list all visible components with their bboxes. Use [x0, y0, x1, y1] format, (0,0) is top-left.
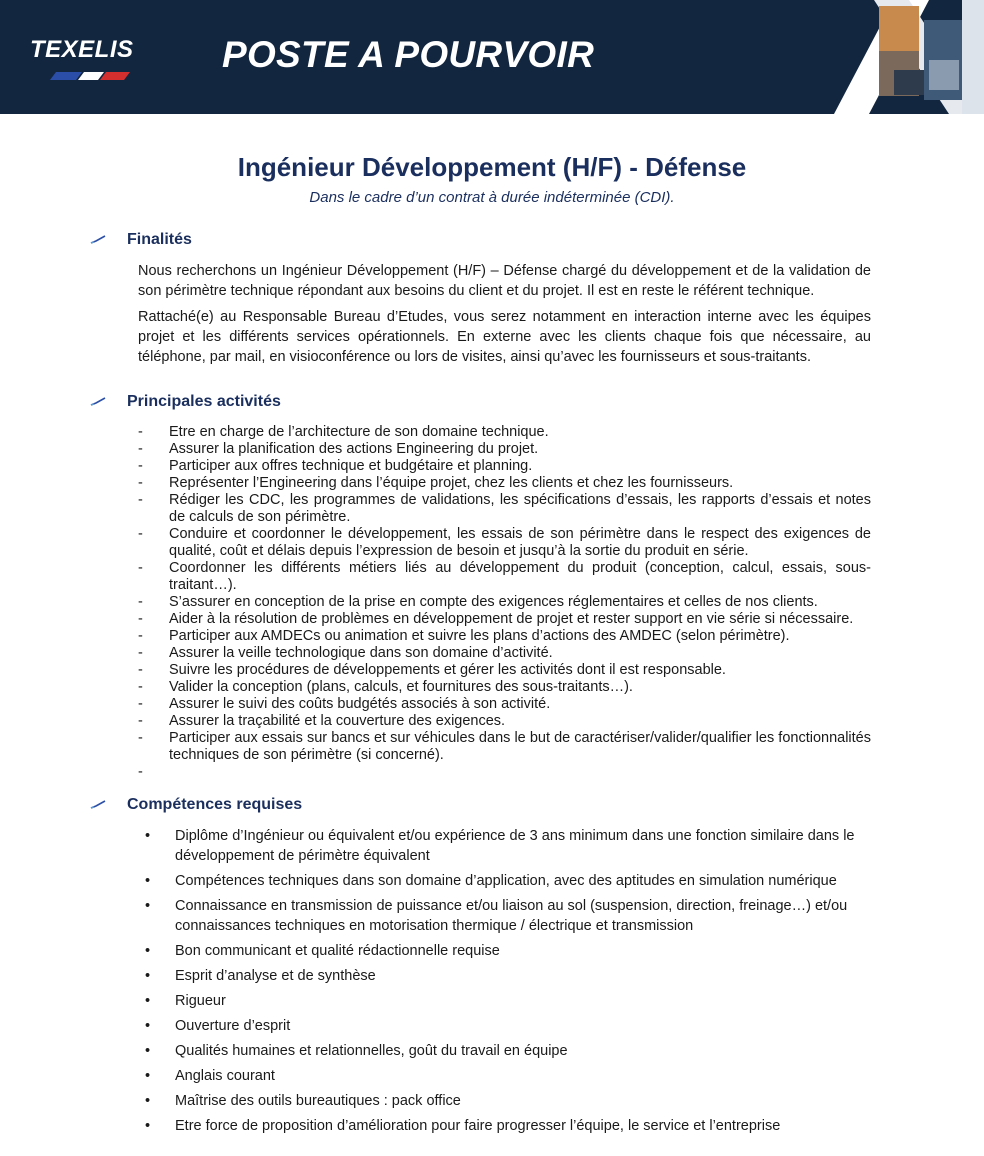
paragraph: Rattaché(e) au Responsable Bureau d’Etudes, vous serez notamment en interaction interne avec les équipes projet et les différents services opérationnels. En externe avec les clients chaque fois que nécessaire, au téléphone, par mail, en visioconférence ou lors de visites, ainsi qu’avec les fournisseurs et sous-traitants.	[138, 309, 871, 365]
job-title: Ingénieur Développement (H/F) - Défense	[237, 152, 747, 182]
check-stroke-icon	[90, 397, 106, 407]
list-item	[145, 1066, 872, 1086]
bullet-marker: •	[145, 993, 151, 1009]
list-item	[138, 679, 871, 696]
list-item	[145, 1091, 872, 1111]
list-item	[138, 424, 871, 441]
list-item	[138, 441, 871, 458]
list-item	[138, 560, 871, 594]
list-item-text: S’assurer en conception de la prise en compte des exigences réglementaires et celles de nos clients.	[169, 594, 818, 610]
list-item-text: Assurer la planification des actions Engineering du projet.	[169, 441, 539, 457]
bullet-marker: •	[145, 898, 151, 914]
finalites-text	[138, 261, 871, 373]
dash-marker: -	[138, 492, 143, 508]
dash-marker: -	[138, 679, 143, 695]
check-stroke-icon	[90, 800, 106, 810]
list-item-text: Etre force de proposition d’amélioration pour faire progresser l’équipe, le service et l’entreprise	[175, 1118, 781, 1134]
list-item-text: Participer aux offres technique et budgétaire et planning.	[169, 458, 533, 474]
bullet-marker: •	[145, 1118, 151, 1134]
list-item-text: Bon communicant et qualité rédactionnelle requise	[175, 943, 500, 959]
dash-marker: -	[138, 713, 143, 729]
dash-marker: -	[138, 560, 143, 576]
list-item	[138, 475, 871, 492]
list-item	[138, 662, 871, 679]
dash-marker: -	[138, 458, 143, 474]
dash-marker: -	[138, 441, 143, 457]
dash-marker: -	[138, 424, 143, 440]
section-heading-competences	[90, 796, 302, 814]
list-item-text: Aider à la résolution de problèmes en développement de projet et rester support en vie série si nécessaire.	[169, 611, 854, 627]
dash-marker: -	[138, 696, 143, 712]
skills-list	[145, 826, 872, 1141]
list-item	[145, 1041, 872, 1061]
dash-marker: -	[138, 764, 143, 780]
bullet-marker: •	[145, 968, 151, 984]
list-item	[138, 458, 871, 475]
paragraph: Nous recherchons un Ingénieur Développement (H/F) – Défense chargé du développement et de la validation de son périmètre technique répondant aux besoins du client et du projet. Il est en reste le référent technique.	[138, 263, 871, 299]
list-item	[145, 1016, 872, 1036]
list-item	[145, 871, 872, 891]
bullet-marker: •	[145, 828, 151, 844]
list-item-text: Qualités humaines et relationnelles, goût du travail en équipe	[175, 1043, 568, 1059]
job-subtitle: Dans le cadre d’un contrat à durée indéterminée (CDI).	[309, 189, 675, 206]
list-item-text: Connaissance en transmission de puissance et/ou liaison au sol (suspension, direction, freinage…) et/ou connaissances techniques en motorisation thermique / électrique et transmission	[175, 898, 848, 934]
list-item-text: Maîtrise des outils bureautiques : pack office	[175, 1093, 461, 1109]
list-item	[138, 526, 871, 560]
list-item-text: Rédiger les CDC, les programmes de validations, les spécifications d’essais, les rapports d’essais et notes de calculs de son périmètre.	[169, 492, 871, 525]
list-item-text: Ouverture d’esprit	[175, 1018, 291, 1034]
section-heading-label: Compétences requises	[127, 796, 303, 813]
activities-list	[138, 424, 871, 780]
bullet-marker: •	[145, 1043, 151, 1059]
page-header	[0, 0, 984, 114]
list-item-text: Coordonner les différents métiers liés au développement du produit (conception, calcul, essais, sous-traitant…).	[169, 560, 871, 593]
x-vehicle-montage-icon	[834, 0, 984, 114]
list-item-text: Diplôme d’Ingénieur ou équivalent et/ou expérience de 3 ans minimum dans une fonction similaire dans le développement de périmètre équivalent	[175, 828, 855, 864]
flag-stripes-icon	[48, 72, 130, 80]
list-item	[145, 941, 872, 961]
list-item-text: Assurer la traçabilité et la couverture des exigences.	[169, 713, 506, 729]
dash-marker: -	[138, 475, 143, 491]
bullet-marker: •	[145, 943, 151, 959]
list-item	[138, 730, 871, 764]
dash-marker: -	[138, 594, 143, 610]
dash-marker: -	[138, 628, 143, 644]
list-item	[145, 826, 872, 866]
list-item	[145, 896, 872, 936]
dash-marker: -	[138, 526, 143, 542]
section-heading-label: Finalités	[127, 231, 192, 248]
list-item	[138, 594, 871, 611]
section-heading-activites	[90, 393, 281, 411]
list-item	[138, 713, 871, 730]
list-item-text: Valider la conception (plans, calculs, et fournitures des sous-traitants…).	[169, 679, 633, 695]
list-item	[138, 492, 871, 526]
header-title: POSTE A POURVOIR	[222, 34, 595, 75]
list-item-text: Etre en charge de l’architecture de son domaine technique.	[169, 424, 549, 440]
list-item-text: Participer aux essais sur bancs et sur véhicules dans le but de caractériser/valider/qualifier les fonctionnalités techniques de son périmètre (si concerné).	[169, 730, 871, 763]
list-item	[138, 645, 871, 662]
bullet-marker: •	[145, 1068, 151, 1084]
bullet-marker: •	[145, 1018, 151, 1034]
list-item-text: Participer aux AMDECs ou animation et suivre les plans d’actions des AMDEC (selon périmètre).	[169, 628, 790, 644]
list-item	[145, 1116, 872, 1136]
section-heading-label: Principales activités	[127, 393, 281, 410]
dash-marker: -	[138, 662, 143, 678]
list-item	[145, 991, 872, 1011]
list-item	[145, 966, 872, 986]
company-logo: TEXELIS	[30, 36, 134, 63]
dash-marker: -	[138, 730, 143, 746]
list-item-text: Esprit d’analyse et de synthèse	[175, 968, 376, 984]
list-item-text: Suivre les procédures de développements et gérer les activités dont il est responsable.	[169, 662, 726, 678]
list-item-text: Rigueur	[175, 993, 226, 1009]
list-item-text: Conduire et coordonner le développement, les essais de son périmètre dans le respect des exigences de qualité, coût et délais depuis l’expression de besoin et jusqu’à la sortie du produit en série.	[169, 526, 871, 559]
dash-marker: -	[138, 645, 143, 661]
list-item-text: Anglais courant	[175, 1068, 275, 1084]
section-heading-finalites	[90, 231, 192, 249]
bullet-marker: •	[145, 1093, 151, 1109]
list-item-text: Assurer le suivi des coûts budgétés associés à son activité.	[169, 696, 551, 712]
list-item	[138, 611, 871, 628]
check-stroke-icon	[90, 235, 106, 245]
list-item	[138, 696, 871, 713]
bullet-marker: •	[145, 873, 151, 889]
list-item	[138, 628, 871, 645]
list-item-text: Compétences techniques dans son domaine d’application, avec des aptitudes en simulation numérique	[175, 873, 837, 889]
list-item-text: Représenter l’Engineering dans l’équipe projet, chez les clients et chez les fournisseurs.	[169, 475, 734, 491]
dash-marker: -	[138, 611, 143, 627]
list-item-text: Assurer la veille technologique dans son domaine d’activité.	[169, 645, 553, 661]
